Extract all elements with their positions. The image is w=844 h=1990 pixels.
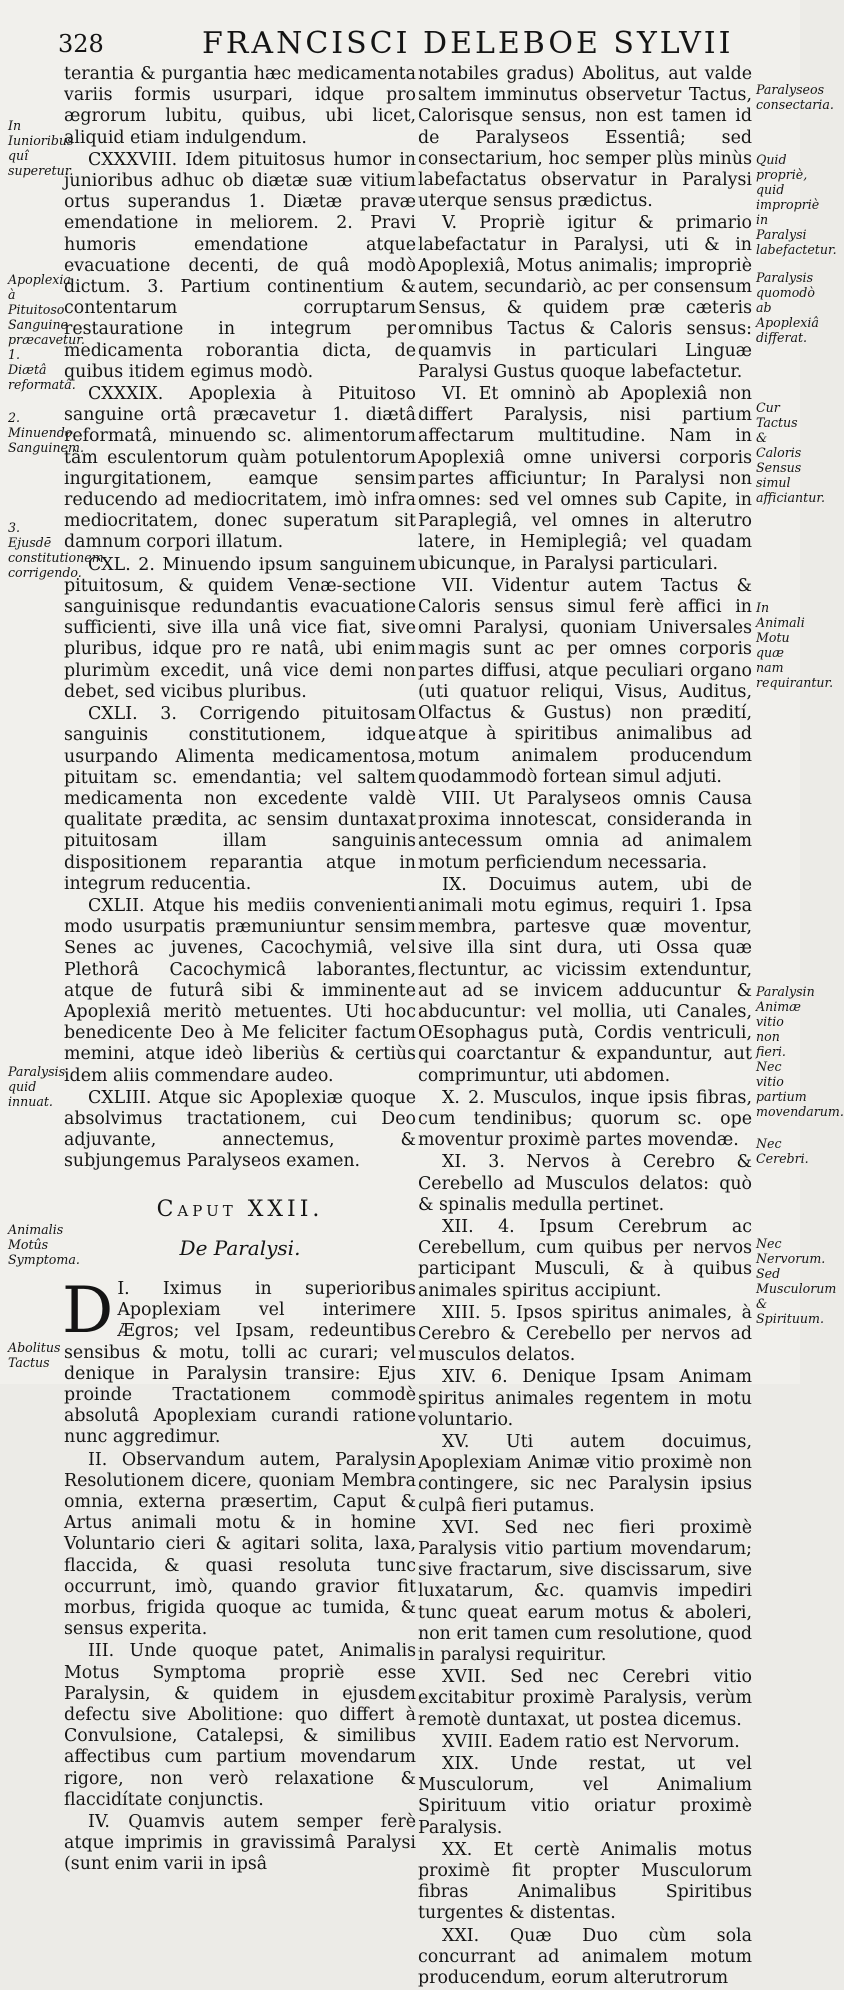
left-text-column [64,64,416,1877]
drop-cap: D [62,1273,114,1348]
paragraph: III. Unde quoque patet, Animalis Motus Symptoma propriè esse Paralysin, & quidem in ejusdem defectu sive Abolitione: quo differt à Convulsione, Catalepsi, & similibus affectibus cum partium movendarum rigore, non verò relaxatione & flaccidítate conjunctis. [64,1641,416,1810]
margin-note: Nec Nervorum. Sed Musculorum & Spirituum. [756,1236,837,1326]
paragraph: V. Propriè igitur & primario labefactatur in Paralysi, uti & in Apoplexiâ, Motus animalis; impropriè autem, secundariò, ac per consensum Sensus, & quidem præ cæteris omnibus Tactus & Caloris sensus: quamvis in particulari Linguæ Paralysi Gustus quoque labefactetur. [418,213,752,382]
paragraph: X. 2. Musculos, inque ipsis fibras, cum tendinibus; quorum sc. ope moventur proximè partes movendæ. [418,1087,752,1151]
paragraph: CXL. 2. Minuendo ipsum sanguinem pituitosum, & quidem Venæ-sectione sanguinisque redundantis evacuatione sufficienti, sive illa unâ vice fiat, sive pluribus, idque pro re natâ, ubi enim plurimùm excedit, unâ vice demi non debet, sed vicibus pluribus. [64,554,416,702]
paragraph: II. Observandum autem, Paralysin Resolutionem dicere, quoniam Membra omnia, externa præsertim, Caput & Artus animali motu & in homine Voluntario cieri & agitari solita, laxa, flaccida, & quasi resoluta tunc occurrunt, imò, quando gravior fit morbus, frigida quoque ac tumida, & sensus experita. [64,1449,416,1640]
margin-note: Quid propriè, quid impropriè in Paralysi labefactetur. [756,152,837,257]
margin-note: Cur Tactus & Caloris Sensus simul afficiantur. [756,400,825,505]
paragraph: XVIII. Eadem ratio est Nervorum. [442,1731,740,1752]
chapter-subtitle: De Paralysi. [179,1235,301,1260]
paragraph: CXXXVIII. Idem pituitosus humor in junioribus adhuc ob diætæ suæ vitium ortus superandus 1. Diætæ pravæ emendatione in meliorem. 2. Pravi humoris emendatione atque evacuatione decenti, de quâ modò dictum. 3. Partium continentium & contentarum corruptarum restauratione in integrum per medicamenta roborantia dicta, de quibus itidem egimus modò. [64,149,416,382]
running-title: FRANCISCI DELEBOE SYLVII [202,26,734,61]
paragraph: XIV. 6. Denique Ipsam Animam spiritus animales regentem in motu voluntario. [418,1367,752,1430]
margin-note: 3. Ejusdē constitutionem corrigendo. [8,520,104,580]
margin-note: Paralysin Animæ vitio non fieri. Nec vitio partium movendarum. [756,984,844,1119]
paragraph: notabiles gradus) Abolitus, aut valde saltem imminutus observetur Tactus, Calorisque sensus, non est tamen id de Paralyseos Essentiâ; sed consectarium, hoc semper plùs minùs labefactatus observatur in Paralysi uterque sensus prædictus. [418,64,752,212]
margin-note: In Animali Motu quæ nam requirantur. [756,600,834,690]
margin-note: Abolitus Tactus [8,1340,61,1370]
margin-note: In Iunioribus quî superetur. [8,118,74,178]
paragraph: XX. Et certè Animalis motus proximè fit propter Musculorum fibras Animalibus Spiritibus turgentes & distentas. [418,1839,752,1924]
margin-note: Paralyseos consectaria. [756,82,834,112]
paragraph: VIII. Ut Paralyseos omnis Causa proxima innotescat, consideranda in antecessum omnia ad animalem motum perficiendum necessaria. [418,788,752,873]
page-number: 328 [58,30,104,58]
margin-note: Animalis Motûs Symptoma. [8,1222,80,1267]
paragraph: XVI. Sed nec fieri proximè Paralysis vitio partium movendarum; sive fractarum, sive discissarum, sive luxatarum, &c. quamvis impediri tunc queat earum motus & aboleri, non erit tamen cum resolutione, quod in paralysi requiritur. [418,1517,752,1666]
paragraph: XIX. Unde restat, ut vel Musculorum, vel Animalium Spirituum vitio oriatur proximè Paralysis. [418,1754,752,1838]
right-text-column [418,64,752,1990]
paragraph: XVII. Sed nec Cerebri vitio excitabitur proximè Paralysis, verùm remotè duntaxat, ut postea dicemus. [418,1667,752,1730]
paragraph: CXLI. 3. Corrigendo pituitosam sanguinis constitutionem, idque usurpando Alimenta medicamentosa, pituitam sc. emendantia; vel saltem medicamenta non excedente valdè qualitate prædita, ac sensim duntaxat pituitosam illam sanguinis dispositionem reparantia atque in integrum reducentia. [64,704,416,894]
margin-note: Paralysis quomodò ab Apoplexiâ differat. [756,270,819,345]
paragraph: XIII. 5. Ipsos spiritus animales, à Cerebro & Cerebello per nervos ad musculos delatos. [418,1302,752,1366]
margin-note: Nec Cerebri. [756,1136,809,1166]
paragraph: I. Iximus in superioribus Apoplexiam vel interimere Ægros; vel Ipsam, redeuntibus sensibus & motu, tolli ac curari; vel denique in Paralysin transire: Ejus proinde Tractationem commodè absolutâ Apoplexiam curandi ratione nunc aggredimur. [64,1278,416,1448]
paragraph: CXXXIX. Apoplexia à Pituitoso sanguine ortâ præcavetur 1. diætâ reformatâ, minuendo sc. alimentorum tàm esculentorum quàm potulentorum ingurgitationem, eamque sensim reducendo ad mediocritatem, imò infra mediocritatem, donec superatum sit damnum corpori illatum. [64,384,416,553]
margin-note: Apoplexia à Pituitoso Sanguine præcavetur. 1. Diætâ reformatâ. [8,272,85,392]
paragraph: IV. Quamvis autem semper ferè atque imprimis in gravissimâ Paralysi (sunt enim varii in ipsâ [64,1812,416,1875]
margin-note: Paralysis quid innuat. [8,1064,66,1109]
paragraph: VII. Videntur autem Tactus & Caloris sensus simul ferè affici in omni Paralysi, quoniam Universales magis sunt ac per omnes corporis partes diffusi, atque peculiari organo (uti quatuor reliqui, Visus, Auditus, Olfactus & Gustus) non prædití, atque à spiritibus animalibus ad motum animalem producendum quodammodò fortean simul adjuti. [418,575,752,787]
paragraph: XI. 3. Nervos à Cerebro & Cerebello ad Musculos delatos: quò & spinalis medulla pertinet. [418,1152,752,1215]
paragraph: XXI. Quæ Duo cùm sola concurrant ad animalem motum producendum, eorum alterutrorum [418,1925,752,1989]
paragraph: CXLII. Atque his mediis convenienti modo usurpatis præmuniuntur sensim Senes ac juvenes, Cacochymiâ, vel Plethorâ Cacochymicâ laborantes, atque de futurâ sibi & imminente Apoplexiâ meritò metuentes. Uti hoc benedicente Deo à Me feliciter factum memini, atque ideò liberiùs & certiùs idem aliis commendare audeo. [64,895,416,1086]
paragraph: IX. Docuimus autem, ubi de animali motu egimus, requiri 1. Ipsa membra, partesve quæ moventur, sive illa sint dura, uti Ossa quæ flectuntur, ac vicissim extenduntur, aut ad se invicem adducuntur & abducuntur: vel mollia, uti Canales, OEsophagus putà, Cordis ventriculi, qui coarctantur & expanduntur, aut comprimuntur, uti abdomen. [418,874,752,1086]
paragraph: XV. Uti autem docuimus, Apoplexiam Animæ vitio proximè non contingere, sic nec Paralysin ipsius culpâ fieri putamus. [418,1432,752,1516]
paragraph: CXLIII. Atque sic Apoplexiæ quoque absolvimus tractationem, cui Deo adjuvante, annectemus, & subjungemus Paralyseos examen. [64,1087,416,1172]
paragraph: VI. Et omninò ab Apoplexiâ non differt Paralysis, nisi partium affectarum multitudine. Nam in Apoplexiâ omne universi corporis partes afficiuntur; In Paralysi non omnes: sed vel omnes sub Capite, in Paraplegiâ, vel omnes in alterutro latere, in Hemiplegiâ; vel quadam ubicunque, in Paralysi particulari. [418,384,752,574]
paragraph: XII. 4. Ipsum Cerebrum ac Cerebellum, cum quibus per nervos participant Musculi, & à quibus animales spiritus accipiunt. [418,1216,752,1301]
chapter-title: Caput XXII. [156,1196,324,1222]
margin-note: 2. Minuendo Sanguinem. [8,410,84,455]
page-header [0,26,800,62]
paragraph: terantia & purgantia hæc medicamenta variis formis usurpari, idque pro ægrorum lubitu, quibus, ubi licet, aliquid etiam indulgendum. [64,64,416,148]
